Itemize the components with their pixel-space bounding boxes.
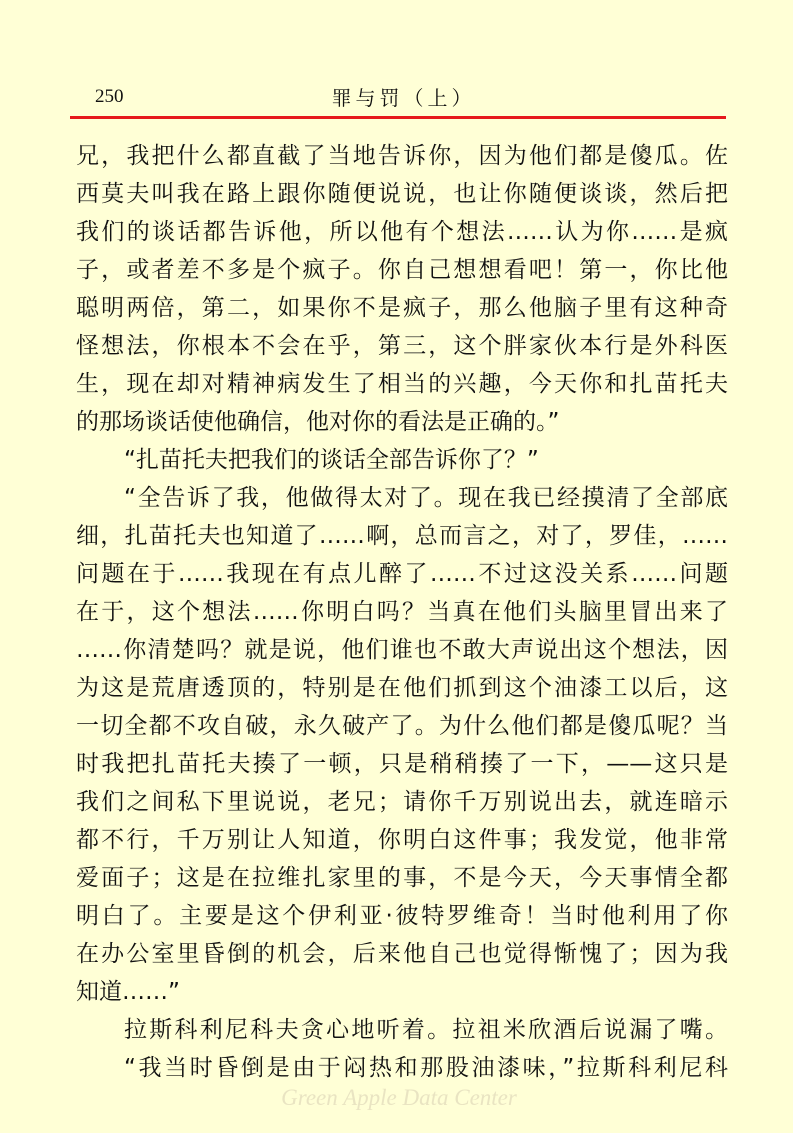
text-line: 一切全都不攻自破，永久破产了。为什么他们都是傻瓜呢？当 <box>76 713 728 739</box>
text-line: 子，或者差不多是个疯子。你自己想想看吧！第一，你比他 <box>76 257 728 283</box>
text-line: 细，扎苗托夫也知道了……啊，总而言之，对了，罗佳，…… <box>76 523 728 549</box>
body-text <box>76 137 728 1087</box>
text-line: 知道……” <box>76 979 180 1005</box>
text-line: 问题在于……我现在有点儿醉了……不过这没关系……问题 <box>76 561 728 587</box>
text-line: 在于，这个想法……你明白吗？当真在他们头脑里冒出来了 <box>76 599 728 625</box>
text-line: 拉斯科利尼科夫贪心地听着。拉祖米欣酒后说漏了嘴。 <box>124 1017 728 1043</box>
text-line: 在办公室里昏倒的机会，后来他自己也觉得惭愧了；因为我 <box>76 941 728 967</box>
page-number: 250 <box>95 86 124 107</box>
text-line: 爱面子；这是在拉维扎家里的事，不是今天，今天事情全都 <box>76 865 728 891</box>
text-line: “扎苗托夫把我们的谈话全部告诉你了？” <box>124 447 539 473</box>
text-line: 明白了。主要是这个伊利亚·彼特罗维奇！当时他利用了你 <box>76 903 728 929</box>
text-line: 聪明两倍，第二，如果你不是疯子，那么他脑子里有这种奇 <box>76 295 728 321</box>
text-line: “我当时昏倒是由于闷热和那股油漆味，”拉斯科利尼科 <box>124 1055 728 1081</box>
text-line: 的那场谈话使他确信，他对你的看法是正确的。” <box>76 409 560 435</box>
text-line: ……你清楚吗？就是说，他们谁也不敢大声说出这个想法，因 <box>76 637 728 663</box>
text-line: 生，现在却对精神病发生了相当的兴趣，今天你和扎苗托夫 <box>76 371 728 397</box>
text-line: 为这是荒唐透顶的，特别是在他们抓到这个油漆工以后，这 <box>76 675 728 701</box>
text-line: “全告诉了我，他做得太对了。现在我已经摸清了全部底 <box>124 485 728 511</box>
watermark: Green Apple Data Center <box>281 1085 517 1110</box>
text-line: 都不行，千万别让人知道，你明白这件事；我发觉，他非常 <box>76 827 728 853</box>
text-line: 怪想法，你根本不会在乎，第三，这个胖家伙本行是外科医 <box>76 333 728 359</box>
text-line: 我们的谈话都告诉他，所以他有个想法……认为你……是疯 <box>76 219 728 245</box>
text-line: 时我把扎苗托夫揍了一顿，只是稍稍揍了一下，——这只是 <box>76 751 728 777</box>
header-rule <box>70 116 726 119</box>
text-line: 我们之间私下里说说，老兄；请你千万别说出去，就连暗示 <box>76 789 728 815</box>
running-head-title: 罪与罚（上） <box>331 86 476 110</box>
text-line: 西莫夫叫我在路上跟你随便说说，也让你随便谈谈，然后把 <box>76 181 728 207</box>
text-line: 兄，我把什么都直截了当地告诉你，因为他们都是傻瓜。佐 <box>76 143 728 169</box>
